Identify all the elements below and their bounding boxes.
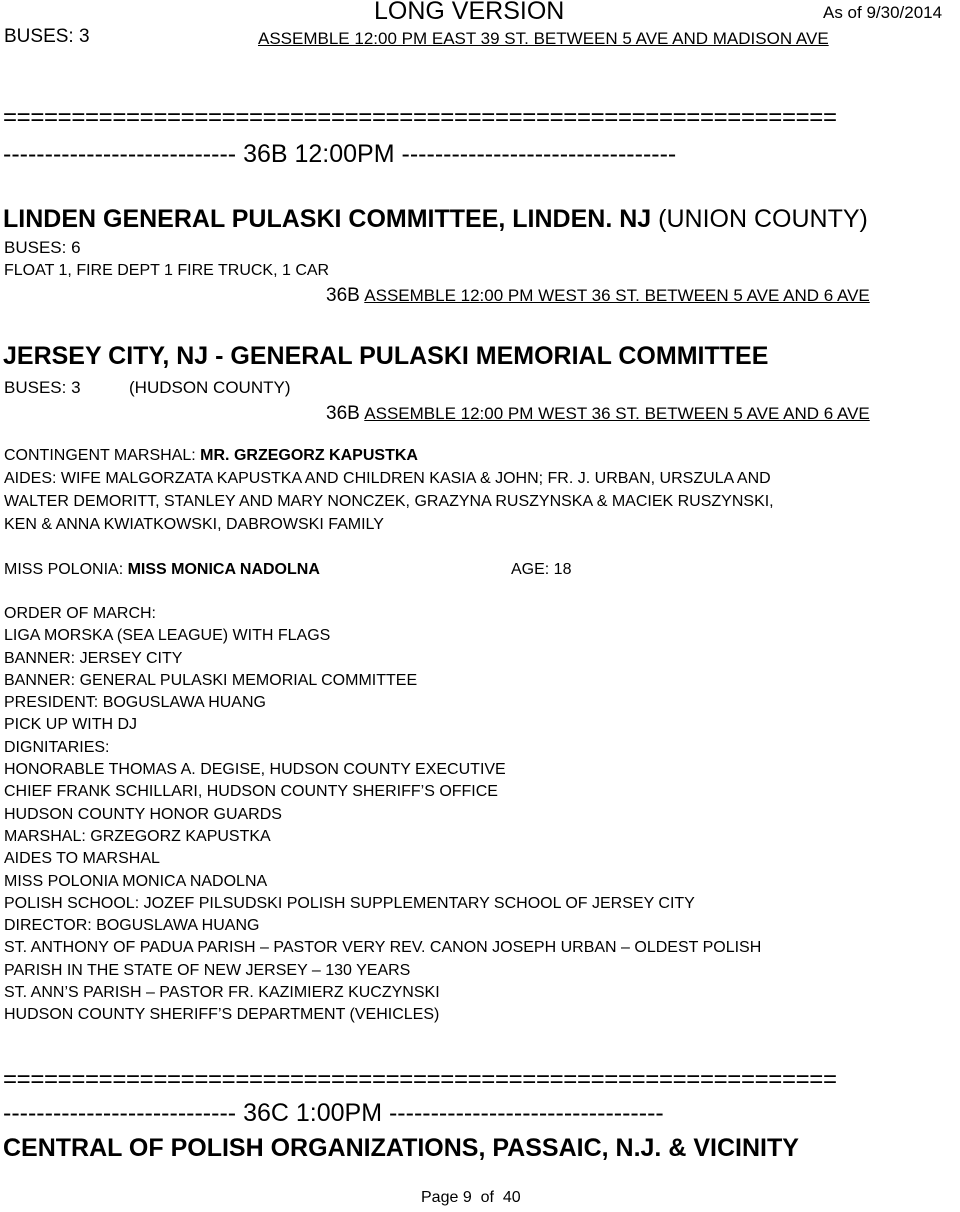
- list-item: HUDSON COUNTY HONOR GUARDS: [4, 805, 282, 823]
- list-item: ST. ANTHONY OF PADUA PARISH – PASTOR VERY REV. CANON JOSEPH URBAN – OLDEST POLISH: [4, 939, 762, 957]
- miss-polonia-name: MISS MONICA NADOLNA: [127, 561, 320, 578]
- dash-rule-left: ----------------------------: [3, 140, 237, 168]
- aides-line-3: KEN & ANNA KWIATKOWSKI, DABROWSKI FAMILY: [4, 516, 384, 533]
- list-item: DIGNITARIES:: [4, 738, 110, 756]
- long-version-title: LONG VERSION: [374, 0, 565, 25]
- linden-heading: [3, 205, 868, 234]
- linden-assemble-location: ASSEMBLE 12:00 PM WEST 36 ST. BETWEEN 5 AVE AND 6 AVE: [364, 286, 870, 305]
- linden-county: (UNION COUNTY): [658, 205, 868, 233]
- jersey-county: (HUDSON COUNTY): [129, 378, 291, 397]
- list-item: BANNER: GENERAL PULASKI MEMORIAL COMMITTEE: [4, 671, 418, 689]
- as-of-date: As of 9/30/2014: [823, 3, 943, 22]
- section-36b-label: 36B 12:00PM: [243, 140, 395, 168]
- section-header-36c: [3, 1099, 664, 1128]
- dash-rule-right: ---------------------------------: [388, 1099, 664, 1127]
- linden-assembly: [326, 285, 870, 307]
- dash-rule-right: ---------------------------------: [401, 140, 677, 168]
- jersey-buses: BUSES: 3: [4, 378, 81, 397]
- jersey-formation: 36B: [326, 403, 360, 424]
- marshal-name: MR. GRZEGORZ KAPUSTKA: [200, 447, 418, 464]
- jersey-assembly: [326, 403, 870, 425]
- list-item: HUDSON COUNTY SHERIFF’S DEPARTMENT (VEHICLES): [4, 1006, 440, 1024]
- header-assemble-location: ASSEMBLE 12:00 PM EAST 39 ST. BETWEEN 5 AVE AND MADISON AVE: [258, 29, 829, 48]
- list-item: MARSHAL: GRZEGORZ KAPUSTKA: [4, 827, 271, 845]
- section-36c-label: 36C 1:00PM: [243, 1099, 383, 1127]
- linden-title: LINDEN GENERAL PULASKI COMMITTEE, LINDEN. NJ: [3, 205, 652, 233]
- jersey-city-title: JERSEY CITY, NJ - GENERAL PULASKI MEMORIAL COMMITTEE: [3, 342, 769, 370]
- marshal-label: CONTINGENT MARSHAL:: [4, 447, 201, 464]
- miss-polonia-age: AGE: 18: [511, 561, 572, 578]
- linden-buses: BUSES: 6: [4, 238, 81, 257]
- header-buses: BUSES: 3: [4, 26, 90, 47]
- section-header-36b: [3, 140, 676, 169]
- list-item: ST. ANN’S PARISH – PASTOR FR. KAZIMIERZ KUCZYNSKI: [4, 984, 440, 1002]
- list-item: AIDES TO MARSHAL: [4, 850, 160, 868]
- list-item: HONORABLE THOMAS A. DEGISE, HUDSON COUNTY EXECUTIVE: [4, 761, 506, 779]
- list-item: PICK UP WITH DJ: [4, 716, 138, 734]
- list-item: MISS POLONIA MONICA NADOLNA: [4, 872, 268, 890]
- contingent-marshal: [4, 447, 418, 465]
- list-item: BANNER: JERSEY CITY: [4, 649, 183, 667]
- aides-line-1: AIDES: WIFE MALGORZATA KAPUSTKA AND CHILDREN KASIA & JOHN; FR. J. URBAN, URSZULA AND: [4, 470, 771, 487]
- dash-rule-left: ----------------------------: [3, 1099, 237, 1127]
- page-number: Page 9 of 40: [421, 1189, 521, 1206]
- linden-float: FLOAT 1, FIRE DEPT 1 FIRE TRUCK, 1 CAR: [4, 262, 330, 279]
- list-item: PARISH IN THE STATE OF NEW JERSEY – 130 YEARS: [4, 961, 411, 979]
- list-item: DIRECTOR: BOGUSLAWA HUANG: [4, 917, 260, 935]
- list-item: ORDER OF MARCH:: [4, 605, 156, 622]
- passaic-title: CENTRAL OF POLISH ORGANIZATIONS, PASSAIC, N.J. & VICINITY: [3, 1134, 799, 1162]
- miss-polonia: [4, 561, 320, 579]
- list-item: PRESIDENT: BOGUSLAWA HUANG: [4, 694, 266, 712]
- list-item: LIGA MORSKA (SEA LEAGUE) WITH FLAGS: [4, 627, 331, 645]
- order-of-march-list: [4, 603, 761, 1027]
- equals-separator: =============================================================: [3, 104, 837, 131]
- aides-line-2: WALTER DEMORITT, STANLEY AND MARY NONCZEK, GRAZYNA RUSZYNSKA & MACIEK RUSZYNSKI,: [4, 493, 774, 510]
- equals-separator: =============================================================: [3, 1066, 837, 1093]
- jersey-assemble-location: ASSEMBLE 12:00 PM WEST 36 ST. BETWEEN 5 AVE AND 6 AVE: [364, 404, 870, 423]
- list-item: POLISH SCHOOL: JOZEF PILSUDSKI POLISH SUPPLEMENTARY SCHOOL OF JERSEY CITY: [4, 894, 695, 912]
- linden-formation: 36B: [326, 285, 360, 306]
- list-item: CHIEF FRANK SCHILLARI, HUDSON COUNTY SHERIFF’S OFFICE: [4, 783, 498, 801]
- miss-polonia-label: MISS POLONIA:: [4, 561, 128, 578]
